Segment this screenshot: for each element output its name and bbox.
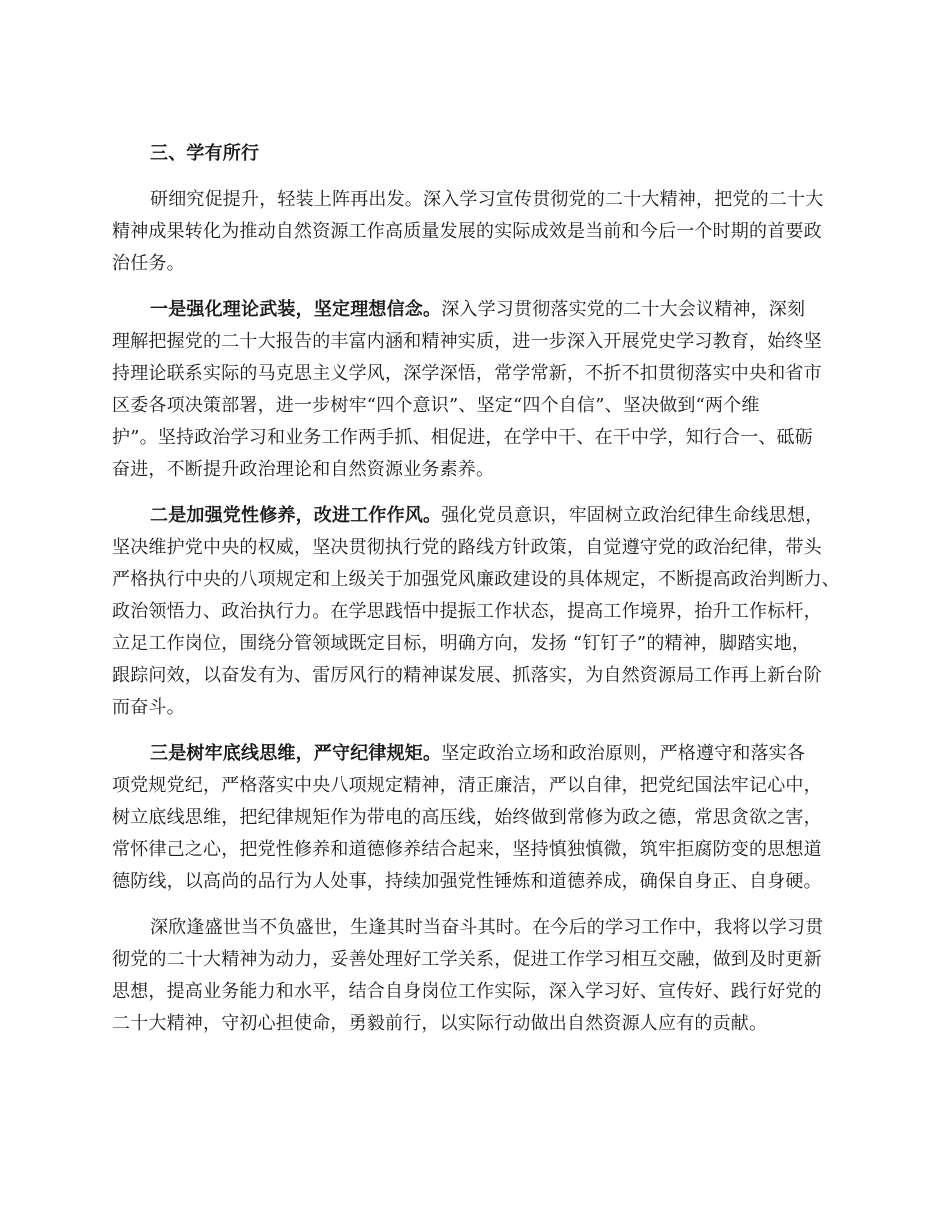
document-page — [112, 138, 840, 1040]
paragraph-line-text: 坚定政治立场和政治原则，严格遵守和落实各 — [441, 743, 806, 764]
paragraph-party-spirit — [112, 500, 840, 724]
paragraph-line: 而奋斗。 — [112, 697, 185, 718]
paragraph-first-line — [112, 738, 840, 770]
paragraph-intro — [112, 184, 840, 280]
paragraph-line: 治任务。 — [112, 253, 185, 274]
paragraph-line: 德防线，以高尚的品行为人处事，持续加强党性锤炼和道德养成，确保自身正、自身硬。 — [112, 871, 822, 892]
paragraph-discipline — [112, 738, 840, 898]
paragraph-line: 彻党的二十大精神为动力，妥善处理好工学关系，促进工作学习相互交融，做到及时更新 — [112, 949, 822, 970]
paragraph-line: 常怀律己之心，把党性修养和道德修养结合起来，坚持慎独慎微，筑牢拒腐防变的思想道 — [112, 839, 822, 860]
paragraph-line: 立足工作岗位，围绕分管领域既定目标，明确方向，发扬 “钉钉子”的精神，脚踏实地， — [112, 633, 811, 654]
paragraph-line: 二十大精神，守初心担使命，勇毅前行，以实际行动做出自然资源人应有的贡献。 — [112, 1013, 768, 1034]
paragraph-lead: 二是加强党性修养，改进工作作风。 — [150, 505, 442, 526]
paragraph-conclusion — [112, 912, 840, 1040]
section-heading: 三、学有所行 — [150, 143, 260, 164]
paragraph-line: 跟踪问效，以奋发有为、雷厉风行的精神谋发展、抓落实，为自然资源局工作再上新台阶 — [112, 665, 822, 686]
paragraph-lead: 一是强化理论武装，坚定理想信念。 — [150, 299, 442, 320]
paragraph-line-text: 深入学习贯彻落实党的二十大会议精神，深刻 — [441, 299, 806, 320]
paragraph-lead: 三是树牢底线思维，严守纪律规矩。 — [150, 743, 442, 764]
paragraph-line: 坚决维护党中央的权威，坚决贯彻执行党的路线方针政策，自觉遵守党的政治纪律，带头 — [112, 537, 822, 558]
paragraph-theory — [112, 294, 840, 486]
paragraph-line: 护”。坚持政治学习和业务工作两手抓、相促进，在学中干、在干中学，知行合一、砥砺 — [112, 427, 813, 448]
paragraph-line: 树立底线思维，把纪律规矩作为带电的高压线，始终做到常修为政之德，常思贪欲之害， — [112, 807, 822, 828]
paragraph-line: 持理论联系实际的马克思主义学风，深学深悟，常学常新，不折不扣贯彻落实中央和省市 — [112, 363, 822, 384]
paragraph-line: 精神成果转化为推动自然资源工作高质量发展的实际成效是当前和今后一个时期的首要政 — [112, 221, 822, 242]
paragraph-line: 思想，提高业务能力和水平，结合自身岗位工作实际，深入学习好、宣传好、践行好党的 — [112, 981, 822, 1002]
paragraph-first-line — [112, 294, 840, 326]
paragraph-line: 研细究促提升，轻装上阵再出发。深入学习宣传贯彻党的二十大精神，把党的二十大 — [150, 189, 824, 210]
paragraph-first-line — [112, 500, 840, 532]
paragraph-line: 政治领悟力、政治执行力。在学思践悟中提振工作状态，提高工作境界，抬升工作标杆， — [112, 601, 822, 622]
paragraph-line: 深欣逢盛世当不负盛世，生逢其时当奋斗其时。在今后的学习工作中，我将以学习贯 — [150, 917, 824, 938]
paragraph-line: 严格执行中央的八项规定和上级关于加强党风廉政建设的具体规定，不断提高政治判断力、 — [112, 569, 840, 590]
paragraph-line: 奋进，不断提升政治理论和自然资源业务素养。 — [112, 459, 495, 480]
paragraph-line-text: 强化党员意识，牢固树立政治纪律生命线思想， — [441, 505, 824, 526]
paragraph-line: 区委各项决策部署，进一步树牢“四个意识”、坚定“四个自信”、坚决做到“两个维 — [112, 395, 760, 416]
paragraph-line: 项党规党纪，严格落实中央八项规定精神，清正廉洁，严以自律，把党纪国法牢记心中， — [112, 775, 822, 796]
paragraph-line: 理解把握党的二十大报告的丰富内涵和精神实质，进一步深入开展党史学习教育，始终坚 — [112, 331, 822, 352]
